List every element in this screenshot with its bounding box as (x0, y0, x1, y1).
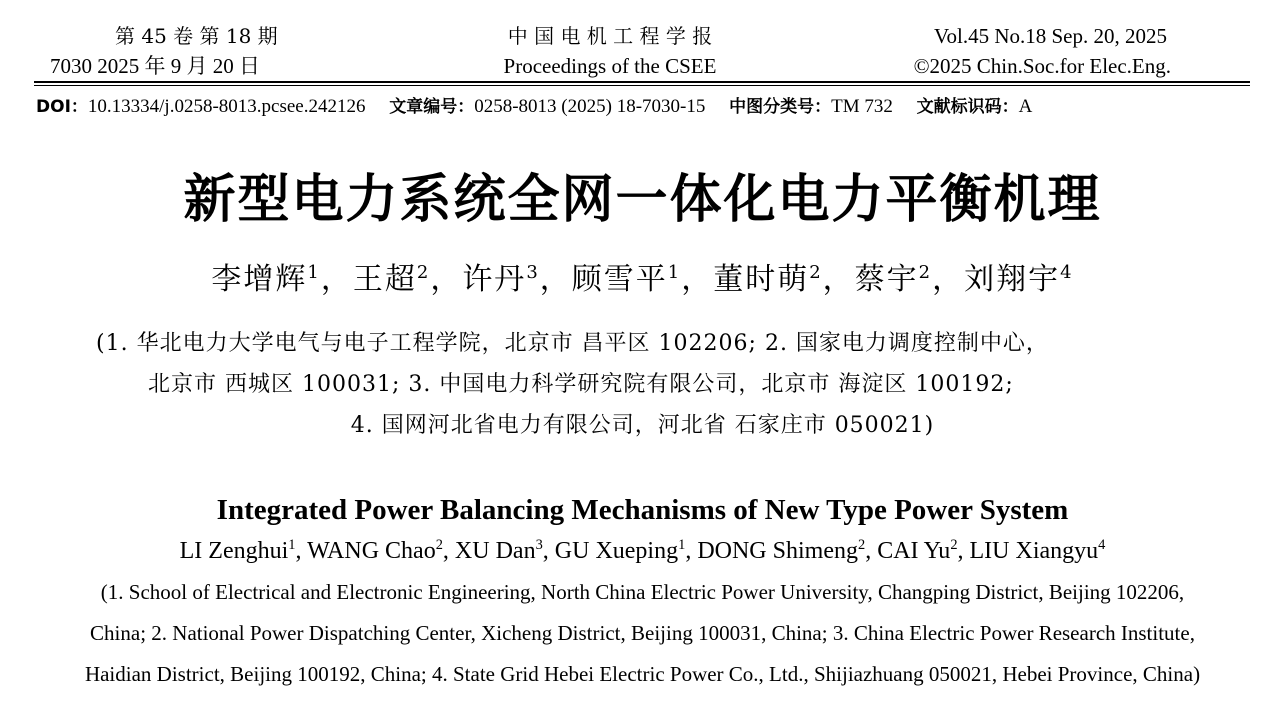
cn-author-name: 王超 (352, 262, 417, 297)
en-author-affiliation-marker: 2 (950, 537, 958, 553)
cn-author-name: 董时萌 (713, 262, 810, 297)
en-author-name: GU Xueping (554, 538, 679, 564)
paper-title-cn: 新型电力系统全网一体化电力平衡机理 (183, 170, 1102, 230)
header-journal-name-cn: 中 国 电 机 工 程 学 报 (507, 24, 713, 48)
affiliation-en-line-1: (1. School of Electrical and Electronic Engineering, North China Electric Power University, Changping District, Beijing 102206, (100, 580, 1185, 604)
author-list-cn (0, 262, 1285, 298)
cn-author-name: 许丹 (462, 262, 527, 297)
en-author-name: DONG Shimeng (697, 538, 858, 564)
cn-author-affiliation-marker: 3 (526, 262, 540, 283)
cn-author-affiliation-marker: 1 (667, 262, 682, 283)
en-author-affiliation-marker: 2 (435, 537, 443, 553)
affiliation-en-line-3: Haidian District, Beijing 100192, China; 4. State Grid Hebei Electric Power Co., Ltd., Shijiazhuang 050021, Hebei Province, China) (84, 662, 1201, 686)
cn-author-affiliation-marker: 1 (307, 262, 321, 283)
affiliation-cn-line-2: 北京市 西城区 100031; 3. 中国电力科学研究院有限公司，北京市 海淀区 100192; (148, 372, 1014, 397)
header-journal-name-en: Proceedings of the CSEE (503, 54, 717, 78)
author-list-en (0, 536, 1285, 566)
header-copyright: ©2025 Chin.Soc.for Elec.Eng. (913, 54, 1171, 78)
cn-author-separator: ， (932, 262, 965, 297)
cn-author-name: 顾雪平 (571, 262, 668, 297)
en-author-affiliation-marker: 3 (535, 537, 543, 553)
paper-title-en: Integrated Power Balancing Mechanisms of New Type Power System (216, 494, 1069, 526)
en-author-affiliation-marker: 1 (288, 537, 296, 553)
en-author-name: WANG Chao (307, 538, 436, 564)
cn-author-name: 蔡宇 (854, 262, 919, 297)
cn-author-separator: ， (681, 262, 714, 297)
clc-label: 中图分类号： (729, 97, 832, 117)
en-author-affiliation-marker: 2 (857, 537, 866, 553)
header-vol-date-en: Vol.45 No.18 Sep. 20, 2025 (934, 24, 1167, 48)
doi-value: 10.13334/j.0258-8013.pcsee.242126 (87, 96, 366, 117)
en-author-name: LIU Xiangyu (969, 538, 1099, 564)
en-author-affiliation-marker: 1 (678, 537, 686, 553)
header-rule-thick (34, 81, 1250, 83)
cn-author-separator: ， (430, 262, 463, 297)
header-page-date: 7030 2025 年 9 月 20 日 (50, 54, 260, 78)
affiliation-en-line-2: China; 2. National Power Dispatching Center, Xicheng District, Beijing 100031, China; 3. China Electric Power Research Institute, (90, 621, 1195, 645)
article-number-label: 文章编号： (389, 97, 475, 117)
en-author-separator: , (957, 538, 970, 564)
cn-author-affiliation-marker: 2 (416, 262, 431, 283)
cn-author-separator: ， (822, 262, 855, 297)
doi-label: DOI： (36, 97, 88, 117)
header-rule-thin (34, 85, 1250, 86)
cn-author-separator: ， (539, 262, 572, 297)
document-code-label: 文献标识码： (916, 97, 1019, 117)
cn-author-name: 刘翔宇 (964, 262, 1061, 297)
en-author-separator: , (542, 538, 555, 564)
cn-author-affiliation-marker: 4 (1060, 262, 1074, 283)
en-author-name: XU Dan (454, 538, 536, 564)
document-code-value: A (1018, 96, 1033, 117)
meta-line (36, 95, 1032, 119)
cn-author-affiliation-marker: 2 (809, 262, 823, 283)
cn-author-name: 李增辉 (211, 262, 308, 297)
article-number-value: 0258-8013 (2025) 18-7030-15 (474, 96, 706, 117)
header-volume-issue: 第 45 卷 第 18 期 (115, 24, 278, 48)
affiliation-cn-line-3: 4. 国网河北省电力有限公司，河北省 石家庄市 050021) (350, 413, 935, 438)
cn-author-affiliation-marker: 2 (918, 262, 933, 283)
en-author-separator: , (685, 538, 698, 564)
en-author-name: CAI Yu (877, 538, 951, 564)
en-author-name: LI Zenghui (179, 538, 289, 564)
clc-value: TM 732 (831, 96, 893, 117)
affiliation-cn-line-1: (1. 华北电力大学电气与电子工程学院，北京市 昌平区 102206; 2. 国家电力调度控制中心， (96, 331, 1049, 356)
en-author-separator: , (295, 538, 308, 564)
en-author-separator: , (865, 538, 878, 564)
en-author-affiliation-marker: 4 (1098, 537, 1106, 553)
en-author-separator: , (442, 538, 455, 564)
cn-author-separator: ， (320, 262, 353, 297)
